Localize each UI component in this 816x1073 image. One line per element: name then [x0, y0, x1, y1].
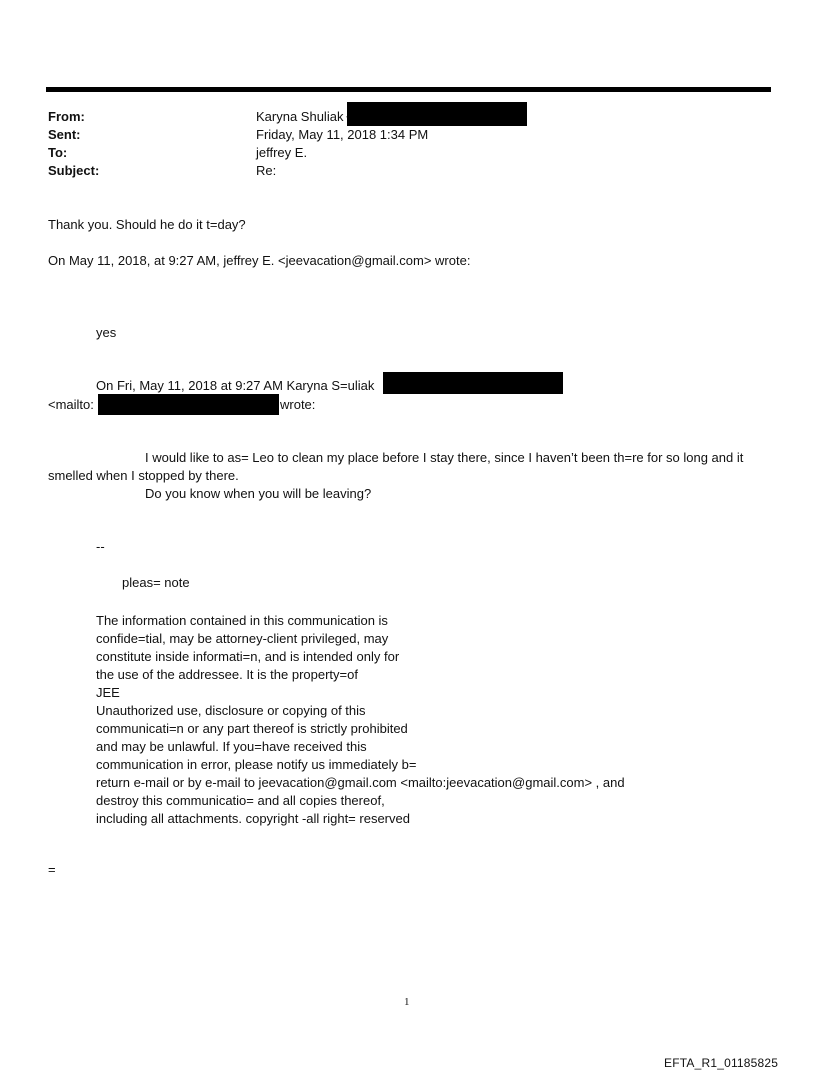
signature-separator: --	[96, 539, 105, 554]
reply-line: Thank you. Should he do it t=day?	[48, 217, 246, 232]
disclaimer-line: Unauthorized use, disclosure or copying of this	[96, 703, 366, 718]
quote1-text: yes	[96, 325, 117, 340]
quote1-attribution: On May 11, 2018, at 9:27 AM, jeffrey E. <jeevacation@gmail.com> wrote:	[48, 253, 471, 268]
to-value: jeffrey E.	[256, 145, 308, 160]
disclaimer-line: the use of the addressee. It is the property=of	[96, 667, 358, 682]
disclaimer-line: constitute inside informati=n, and is intended only for	[96, 649, 400, 664]
quote2-line3: Do you know when you will be leaving?	[145, 486, 372, 501]
subject-label: Subject:	[48, 163, 100, 178]
trailer-equals: =	[48, 862, 56, 877]
header-rule	[46, 87, 771, 92]
disclaimer-line: destroy this communicatio= and all copies thereof,	[96, 793, 385, 808]
disclaimer-line: confide=tial, may be attorney-client privileged, may	[96, 631, 389, 646]
disclaimer-line: communication in error, please notify us immediately b=	[96, 757, 417, 772]
redaction-from-email	[347, 102, 527, 126]
subject-value: Re:	[256, 163, 277, 178]
confidentiality-disclaimer	[96, 612, 625, 828]
redaction-quote2-email	[383, 372, 563, 394]
from-label: From:	[48, 109, 85, 124]
from-value: Karyna Shuliak	[256, 109, 344, 124]
disclaimer-line: and may be unlawful. If you=have received this	[96, 739, 367, 754]
sent-value: Friday, May 11, 2018 1:34 PM	[256, 127, 429, 142]
disclaimer-line: communicati=n or any part thereof is strictly prohibited	[96, 721, 408, 736]
page-number: 1	[404, 996, 410, 1008]
signature-note: pleas= note	[122, 575, 190, 590]
to-label: To:	[48, 145, 68, 160]
quote2-line1: I would like to as= Leo to clean my place before I stay there, since I haven’t been th=re for so long and it	[145, 450, 744, 465]
quote2-mailto-suffix: wrote:	[280, 397, 316, 412]
quote2-line2: smelled when I stopped by there.	[48, 468, 239, 483]
disclaimer-line: including all attachments. copyright -all right= reserved	[96, 811, 410, 826]
disclaimer-line: JEE	[96, 685, 120, 700]
disclaimer-line: return e-mail or by e-mail to jeevacation@gmail.com <mailto:jeevacation@gmail.com> , and	[96, 775, 625, 790]
redaction-mailto	[98, 394, 279, 415]
sent-label: Sent:	[48, 127, 81, 142]
document-id-footer: EFTA_R1_01185825	[664, 1056, 779, 1070]
disclaimer-line: The information contained in this communication is	[96, 613, 388, 628]
quote2-mailto-prefix: <mailto:	[48, 397, 94, 412]
quote2-attribution: On Fri, May 11, 2018 at 9:27 AM Karyna S=uliak	[96, 378, 375, 393]
